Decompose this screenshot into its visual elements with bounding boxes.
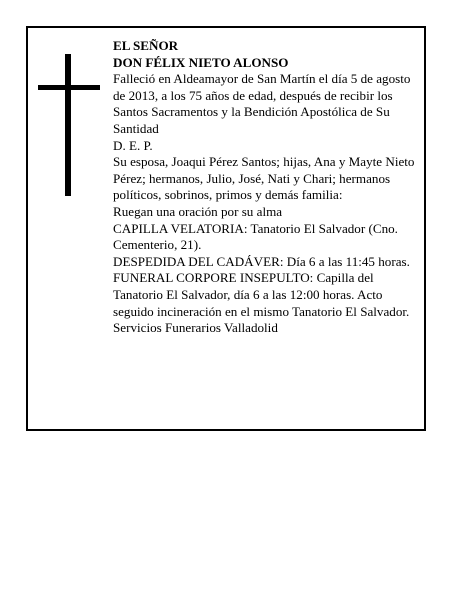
family-line: Su esposa, Joaqui Pérez Santos; hijas, Ana y Mayte Nieto Pérez; hermanos, Julio, José, Nati y Chari; hermanos políticos, sobrinos, primos y demás familia: [113, 154, 415, 203]
funeral-home: Servicios Funerarios Valladolid [113, 320, 278, 336]
latin-cross-icon [38, 54, 100, 196]
notice-heading: EL SEÑOR [113, 38, 179, 53]
despedida-cadaver: DESPEDIDA DEL CADÁVER: Día 6 a las 11:45 horas. [113, 253, 410, 269]
prayer-request: Ruegan una oración por su alma [113, 203, 283, 219]
deceased-name: DON FÉLIX NIETO ALONSO [113, 54, 289, 70]
cross-horizontal-bar [38, 85, 100, 90]
funeral-info: FUNERAL CORPORE INSEPULTO: Capilla del Tanatorio El Salvador, día 6 a las 12:00 horas. Acto seguido incineración en el mismo Tanatorio El Salvador. [113, 270, 410, 319]
cross-vertical-bar [65, 54, 71, 196]
capilla-velatoria: CAPILLA VELATORIA: Tanatorio El Salvador (Cno. Cementerio, 21). [113, 220, 398, 253]
obituary-text [113, 38, 417, 337]
death-announcement: Falleció en Aldeamayor de San Martín el día 5 de agosto de 2013, a los 75 años de edad, después de recibir los Santos Sacramentos y la Bendición Apostólica de Su Santidad [113, 71, 411, 136]
dep-line: D. E. P. [113, 137, 153, 153]
